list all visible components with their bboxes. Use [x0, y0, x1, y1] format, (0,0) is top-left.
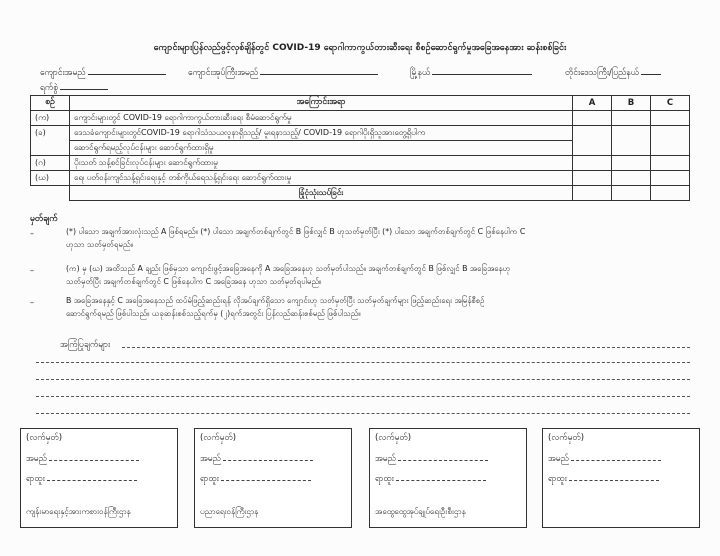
cell-a[interactable]: [573, 156, 612, 171]
note-1-line-1: (*) ပါသော အချက်အားလုံးသည် A ဖြစ်ရမည်။ (*) ပါသော အချက်တစ်ချက်တွင် B ဖြစ်လျှင် B ဟုသတ်မှတ်ပြီး (*) ပါသော အချက်တစ်ချက်တွင် C ဖြစ်နေပါက C: [66, 227, 526, 236]
signature-position-row[interactable]: [375, 474, 486, 486]
table-row: [31, 156, 690, 171]
region-field[interactable]: [565, 66, 661, 80]
header-a: A: [573, 96, 612, 111]
summary-c[interactable]: [651, 186, 690, 201]
note-2-line-2: သတ်မှတ်ပြီး အချက်တစ်ချက်တွင် C ဖြစ်နေပါက C အခြေအနေ ဟုသာ သတ်မှတ်ရပါမည်။: [66, 276, 322, 286]
signature-name-row[interactable]: [375, 454, 488, 466]
signature-name-label: အမည်: [200, 454, 221, 464]
row-text: ဒေသခံကျောင်းများတွင်COVID-19 ရောဂါသံသယလူနာရှိသည့်/ မူးရနာသည့်/ COVID-19 ရောဂါပိုးရှိသူအားတွေ့ရှိပါက: [70, 126, 573, 141]
head-name-label: ကျောင်းအုပ်ကြီးအမည်: [188, 68, 259, 78]
township-line: [432, 66, 532, 75]
remarks-line-3[interactable]: [36, 379, 690, 380]
table-header-row: [31, 96, 690, 111]
signature-name-row[interactable]: [548, 454, 661, 466]
row-text: ပိုးသတ် သန့်စင်ခြင်းလုပ်ငန်းများ ဆောင်ရွက်ထားမှု: [70, 156, 573, 171]
summary-label: ခြုံငုံသုံးသပ်ခြင်း: [70, 186, 573, 201]
summary-b[interactable]: [612, 186, 651, 201]
row-text: ရေ၊ ပတ်ဝန်းကျင်သန့်ရှင်းရေးနှင့် တစ်ကိုယ်ရေသန့်ရှင်းရေး ဆောင်ရွက်ထားမှု: [70, 171, 573, 186]
remarks-line-2[interactable]: [36, 362, 690, 363]
signature-box-other[interactable]: [542, 428, 700, 528]
summary-row: [31, 186, 690, 201]
header-c: C: [651, 96, 690, 111]
summary-a[interactable]: [573, 186, 612, 201]
cell-a[interactable]: [573, 111, 612, 126]
cell-a[interactable]: [573, 171, 612, 186]
note-2-line-1: (က) မှ (ဃ) အထိသည် A ချည်း ဖြစ်မှသာ ကျောင်းဖွင့်အခြေအနေကို A အခြေအနေဟု သတ်မှတ်ပါသည်။ အချက်တစ်ချက်တွင် B ဖြစ်လျှင် B အခြေအနေဟု: [66, 264, 511, 273]
signature-role: အထွေထွေအုပ်ချုပ်ရေးဦးစီးဌာန: [375, 507, 466, 516]
head-name-field[interactable]: [188, 66, 378, 80]
table-row: [31, 171, 690, 186]
row-no: (က): [31, 111, 70, 126]
signature-name-line: [49, 454, 139, 461]
signature-heading: (လက်မှတ်): [548, 433, 585, 443]
school-name-field[interactable]: [40, 66, 166, 80]
signature-name-label: အမည်: [26, 454, 47, 464]
signature-name-line: [398, 454, 488, 461]
cell-b[interactable]: [612, 111, 651, 126]
region-line: [641, 66, 661, 75]
header-topic: အကြောင်းအရာ: [70, 96, 573, 111]
remarks-line-1[interactable]: [122, 347, 690, 348]
signature-position-label: ရာထူး: [26, 474, 45, 484]
date-line: [60, 81, 108, 90]
township-label: မြို့နယ်: [410, 68, 431, 78]
signature-role: ကျန်းမာရေးနှင့်အားကစားဝန်ကြီးဌာန: [26, 507, 131, 516]
school-name-label: ကျောင်းအမည်: [40, 68, 86, 78]
assessment-table: [30, 95, 690, 201]
signature-name-row[interactable]: [26, 454, 139, 466]
signature-name-line: [571, 454, 661, 461]
signature-role: ပညာရေးဝန်ကြီးဌာန: [200, 507, 259, 516]
signature-position-row[interactable]: [26, 474, 137, 486]
date-label: ရက်စွဲ: [40, 83, 58, 93]
note-3-line-2: ဆောင်ရွက်ရမည် ဖြစ်ပါသည်။ ယခုဆန်းစစ်သည့်ရက်မှ (၂)ရက်အတွင်း ပြန်လည်ဆန်းစစ်မည် ဖြစ်ပါသည်။: [66, 308, 361, 318]
signature-name-row[interactable]: [200, 454, 313, 466]
signature-box-gad[interactable]: [369, 428, 527, 528]
note-1-line-2: ဟုသာ သတ်မှတ်ရမည်။: [66, 239, 133, 249]
signature-position-line: [221, 474, 311, 481]
row-text: ကျောင်းများတွင် COVID-19 ရောဂါကာကွယ်တားဆီးရေး စီမံဆောင်ရွက်မှု: [70, 111, 573, 126]
cell-b[interactable]: [612, 171, 651, 186]
signature-name-label: အမည်: [375, 454, 396, 464]
row-text-continued: ဆောင်ရွက်ရမည့်လုပ်ငန်းများ ဆောင်ရွက်ထားရှိမှု: [70, 141, 573, 156]
note-2: [66, 263, 696, 288]
signature-position-row[interactable]: [548, 474, 659, 486]
signature-heading: (လက်မှတ်): [26, 433, 63, 443]
header-no: စဉ်: [31, 96, 70, 111]
signature-position-line: [47, 474, 137, 481]
note-3: [66, 295, 696, 320]
cell-c[interactable]: [651, 126, 690, 156]
document-title: ကျောင်းများပြန်လည်ဖွင့်လှစ်ချိန်တွင် COVID-19 ရောဂါကာကွယ်တားဆီးရေး စီစဉ်ဆောင်ရွက်မှုအခြေအနေအား ဆန်းစစ်ခြင်း: [153, 43, 567, 53]
signature-position-line: [396, 474, 486, 481]
cell-b[interactable]: [612, 156, 651, 171]
remarks-line-4[interactable]: [36, 396, 690, 397]
note-1: [66, 226, 696, 251]
signature-box-education[interactable]: [194, 428, 352, 528]
signature-name-line: [223, 454, 313, 461]
note-3-line-1: B အခြေအနေနှင့် C အခြေအနေသည် ထပ်မံဖြည့်ဆည်းရန် လိုအပ်ချက်ရှိသော ကျောင်းဟု သတ်မှတ်ပြီး သတ်မှတ်ချက်များ ဖြည့်ဆည်းရေး အမြန်စီစဉ်: [66, 296, 485, 305]
cell-c[interactable]: [651, 156, 690, 171]
remarks-line-5[interactable]: [36, 413, 690, 414]
summary-empty: [31, 186, 70, 201]
cell-a[interactable]: [573, 126, 612, 156]
signature-heading: (လက်မှတ်): [375, 433, 412, 443]
row-no: (ခ): [31, 126, 70, 156]
school-name-line: [88, 66, 166, 75]
row-no: (ဂ): [31, 156, 70, 171]
notes-heading: မှတ်ချက်: [30, 214, 58, 224]
signature-box-health[interactable]: [20, 428, 178, 528]
signature-position-row[interactable]: [200, 474, 311, 486]
table-row: [31, 126, 690, 141]
note-bullet-1: –: [30, 229, 34, 238]
header-b: B: [612, 96, 651, 111]
cell-c[interactable]: [651, 111, 690, 126]
date-field[interactable]: [40, 81, 108, 95]
head-name-line: [260, 66, 378, 75]
signature-position-line: [569, 474, 659, 481]
signature-position-label: ရာထူး: [200, 474, 219, 484]
signature-name-label: အမည်: [548, 454, 569, 464]
note-bullet-2: –: [30, 266, 34, 275]
signature-position-label: ရာထူး: [375, 474, 394, 484]
note-bullet-3: –: [30, 298, 34, 307]
remarks-label: အကြံပြုချက်များ: [60, 340, 111, 350]
township-field[interactable]: [410, 66, 532, 80]
signature-heading: (လက်မှတ်): [200, 433, 237, 443]
signature-position-label: ရာထူး: [548, 474, 567, 484]
table-row: [31, 111, 690, 126]
cell-c[interactable]: [651, 171, 690, 186]
row-no: (ဃ): [31, 171, 70, 186]
cell-b[interactable]: [612, 126, 651, 156]
region-label: တိုင်းဒေသကြီး/ပြည်နယ်: [565, 68, 639, 78]
